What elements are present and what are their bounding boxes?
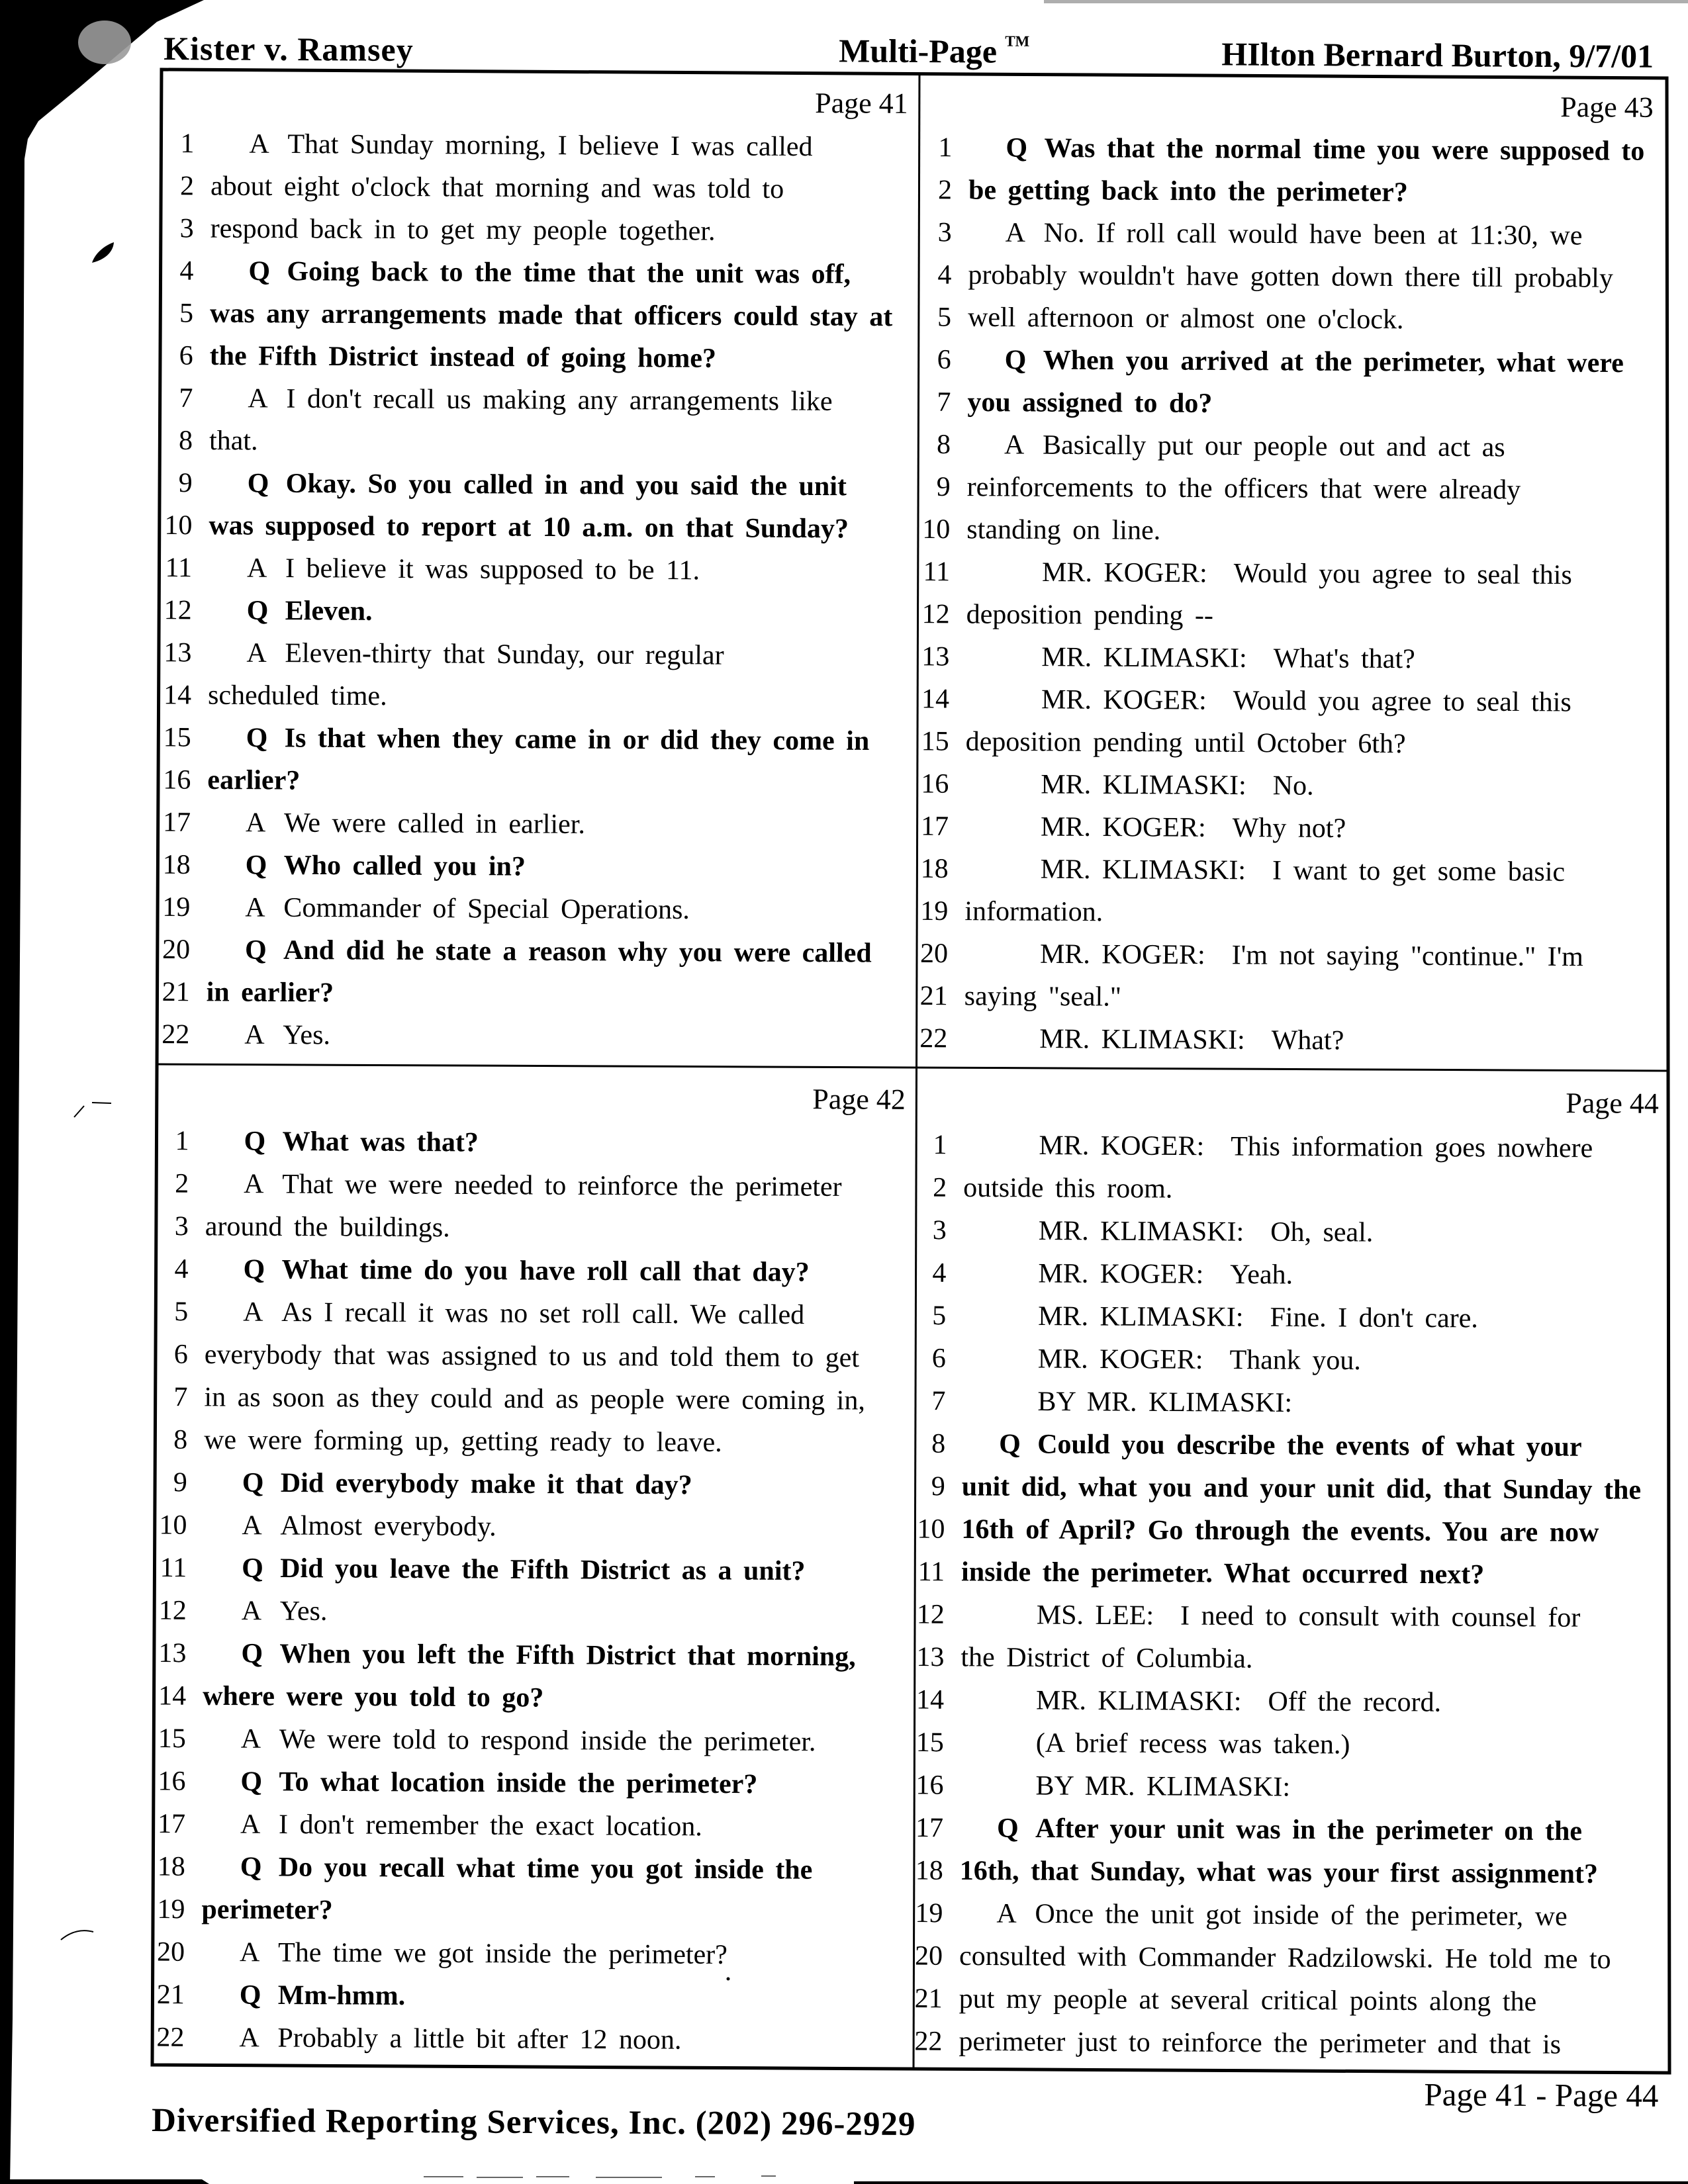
speaker-label: MR. KLIMASKI: [1038, 1300, 1244, 1333]
line-number: 17 [915, 1813, 944, 1844]
transcript-line [162, 977, 334, 1008]
question-text: And did he state a reason why you were called [283, 934, 872, 969]
line-number: 22 [162, 1019, 190, 1050]
line-number: 1 [175, 1126, 189, 1157]
transcript-line [163, 765, 300, 796]
transcript-line [937, 302, 1404, 336]
line-number: 17 [920, 811, 949, 842]
continuation-text: probably wouldn't have gotten down there till probably [968, 259, 1614, 294]
line-number: 4 [174, 1253, 189, 1285]
line-number: 15 [915, 1727, 944, 1758]
line-number: 22 [156, 2022, 185, 2053]
question-text: Mm-hmm. [277, 1979, 406, 2011]
line-number: 7 [173, 1382, 188, 1413]
line-number: 21 [914, 1983, 943, 2015]
continuation-text: we were forming up, getting ready to leave. [204, 1424, 722, 1458]
continuation-text: about eight o'clock that morning and was told to [210, 171, 784, 205]
transcript-line [933, 1173, 1172, 1205]
line-number: 10 [164, 510, 193, 541]
continuation-text: the District of Columbia. [961, 1642, 1253, 1674]
question-marker: Q [242, 1553, 263, 1584]
transcript-line [915, 1856, 1598, 1889]
line-number: 6 [931, 1343, 946, 1374]
scan-speck [727, 1978, 730, 1981]
transcript-line [917, 1514, 1599, 1548]
line-number: 18 [162, 849, 191, 880]
transcript-line [175, 1211, 450, 1243]
answer-text: That we were needed to reinforce the perimeter [282, 1169, 842, 1203]
continuation-text: deposition pending -- [966, 599, 1214, 631]
line-number: 11 [923, 557, 951, 588]
answer-text: No. If roll call would have been at 11:30, we [1043, 218, 1583, 251]
line-number: 4 [179, 255, 194, 287]
question-marker: Q [240, 1766, 263, 1797]
answer-text: Probably a little bit after 12 noon. [277, 2023, 682, 2056]
line-number: 15 [163, 722, 191, 753]
line-number: 12 [921, 599, 950, 630]
line-number: 11 [917, 1557, 945, 1588]
answer-text: That Sunday morning, I believe I was called [287, 128, 813, 163]
transcript-line [164, 510, 849, 544]
question-text: Do you recall what time you got inside the [278, 1852, 813, 1886]
answer-marker: A [996, 1898, 1017, 1929]
answer-text: Almost everybody. [280, 1510, 496, 1543]
line-number: 16 [163, 764, 191, 796]
continuation-text: was supposed to report at 10 a.m. on that Sunday? [209, 510, 849, 545]
question-text: Okay. So you called in and you said the unit [285, 468, 847, 502]
transcript-line [179, 341, 717, 374]
transcript-line [938, 175, 1408, 208]
line-number: 14 [158, 1680, 187, 1711]
question-text: Could you describe the events of what your [1037, 1429, 1582, 1463]
line-number: 17 [157, 1809, 186, 1840]
answer-text: Once the unit got inside of the perimeter, we [1035, 1898, 1568, 1933]
question-text: Eleven. [285, 596, 373, 627]
line-number: 15 [158, 1723, 186, 1754]
reporter-name-phone: Diversified Reporting Services, Inc. (202) 296-2929 [151, 2102, 916, 2144]
answer-text: Basically put our people out and act as [1042, 430, 1505, 463]
question-marker: Q [244, 934, 267, 966]
transcript-line [921, 726, 1406, 759]
answer-marker: A [240, 1723, 261, 1754]
scan-bottom-edge [0, 2179, 209, 2184]
continuation-text: consulted with Commander Radzilowski. He told me to [959, 1940, 1611, 1976]
question-marker: Q [243, 1254, 265, 1285]
line-number: 1 [938, 132, 953, 163]
trademark-symbol: TM [1005, 32, 1030, 50]
transcript-line [937, 472, 1521, 506]
colloquy-text: What? [1271, 1024, 1344, 1056]
examination-heading: BY MR. KLIMASKI: [1035, 1770, 1291, 1803]
colloquy-line [1041, 642, 1415, 674]
line-number: 22 [914, 2026, 943, 2057]
question-marker: Q [240, 1852, 262, 1883]
line-number: 10 [159, 1510, 187, 1541]
continuation-text: put my people at several critical points along the [959, 1983, 1537, 2017]
line-number: 9 [178, 467, 193, 499]
continuation-text: that. [209, 426, 258, 457]
transcript-line [916, 1642, 1252, 1674]
question-marker: Q [245, 850, 267, 881]
continuation-text: perimeter just to reinforce the perimeter and that is [959, 2026, 1562, 2060]
continuation-text: where were you told to go? [203, 1680, 544, 1713]
speaker-label: MR. KLIMASKI: [1041, 642, 1247, 674]
page-number-label: Page 41 [815, 87, 908, 120]
question-text: Going back to the time that the unit was off, [287, 256, 851, 290]
line-number: 5 [932, 1300, 947, 1332]
question-text: Did everybody make it that day? [280, 1467, 692, 1501]
parenthetical-note: (A brief recess was taken.) [1035, 1727, 1350, 1760]
continuation-text: perimeter? [201, 1894, 333, 1926]
continuation-text: standing on line. [966, 514, 1161, 546]
line-number: 3 [932, 1215, 947, 1246]
continuation-text: scheduled time. [207, 680, 387, 712]
line-number: 20 [914, 1940, 943, 1972]
line-number: 12 [164, 595, 192, 626]
speaker-label: MR. KLIMASKI: [1038, 1215, 1244, 1248]
line-number: 8 [178, 425, 193, 456]
answer-text: I don't recall us making any arrangements like [286, 383, 833, 417]
transcript-line [162, 1019, 330, 1050]
answer-marker: A [246, 637, 267, 669]
colloquy-line [1041, 854, 1566, 887]
line-number: 16 [158, 1766, 186, 1797]
page-number-label: Page 43 [1560, 91, 1654, 124]
line-number: 6 [937, 344, 951, 375]
transcript-line [157, 1937, 727, 1971]
speaker-label: MR. KOGER: [1040, 811, 1206, 843]
colloquy-text: Would you agree to seal this [1233, 558, 1572, 591]
speaker-label: MR. KLIMASKI: [1035, 1685, 1242, 1717]
line-number: 9 [936, 471, 951, 503]
line-number: 9 [931, 1471, 945, 1502]
question-marker: Q [239, 1979, 261, 2011]
transcript-line [179, 426, 258, 457]
colloquy-line [1039, 1024, 1344, 1056]
continuation-text: in as soon as they could and as people were coming in, [204, 1382, 866, 1416]
transcript-line [937, 259, 1613, 293]
answer-text: Yes. [283, 1020, 331, 1051]
question-text: When you left the Fifth District that morning, [279, 1638, 856, 1672]
question-text: What was that? [282, 1126, 479, 1158]
question-marker: Q [1004, 345, 1027, 376]
answer-marker: A [240, 1809, 261, 1840]
continuation-text: everybody that was assigned to us and told them to get [204, 1339, 860, 1374]
line-number: 21 [156, 1979, 185, 2011]
line-number: 7 [931, 1386, 946, 1417]
answer-marker: A [245, 892, 265, 923]
answer-marker: A [242, 1510, 262, 1541]
transcript-line [158, 1766, 757, 1800]
page-number-label: Page 44 [1566, 1087, 1659, 1120]
question-text: When you arrived at the perimeter, what were [1043, 345, 1624, 379]
question-text: After your unit was in the perimeter on the [1035, 1813, 1583, 1847]
line-number: 12 [158, 1595, 187, 1626]
answer-text: Yes. [279, 1596, 328, 1627]
line-number: 7 [937, 387, 951, 418]
answer-text: As I recall it was no set roll call. We called [281, 1297, 805, 1331]
colloquy-text: What's that? [1273, 643, 1415, 675]
line-number: 6 [179, 340, 193, 371]
continuation-text: well afternoon or almost one o'clock. [967, 302, 1404, 336]
speaker-label: MR. KOGER: [1041, 684, 1207, 716]
speaker-label: MR. KOGER: [1038, 1258, 1204, 1290]
answer-marker: A [248, 383, 268, 414]
line-number: 5 [937, 302, 952, 333]
transcript-line [173, 1382, 865, 1416]
line-number: 18 [915, 1855, 943, 1886]
question-text: What time do you have roll call that day? [281, 1254, 810, 1288]
speaker-label: MR. KLIMASKI: [1040, 854, 1246, 886]
line-number: 21 [162, 977, 190, 1008]
transcript-line [938, 132, 1644, 167]
continuation-text: around the buildings. [205, 1211, 450, 1244]
colloquy-line [1040, 939, 1583, 972]
colloquy-text: Why not? [1232, 813, 1346, 844]
question-marker: Q [246, 723, 268, 754]
line-number: 2 [179, 171, 195, 202]
page-range: Page 41 - Page 44 [1424, 2076, 1659, 2114]
line-number: 8 [931, 1428, 946, 1459]
colloquy-text: Yeah. [1230, 1259, 1293, 1291]
line-number: 11 [160, 1553, 187, 1584]
speaker-label: MR. KOGER: [1037, 1343, 1203, 1375]
answer-text: I believe it was supposed to be 11. [285, 553, 700, 586]
question-marker: Q [241, 1638, 263, 1669]
line-number: 16 [915, 1770, 944, 1801]
colloquy-text: Off the record. [1268, 1686, 1442, 1718]
question-text: Was that the normal time you were supposed to [1044, 132, 1645, 167]
line-number: 7 [179, 383, 193, 414]
line-number: 4 [932, 1257, 947, 1289]
question-marker: Q [247, 468, 269, 499]
question-text: To what location inside the perimeter? [279, 1766, 758, 1800]
continuation-text: outside this room. [963, 1172, 1173, 1205]
line-number: 13 [916, 1642, 945, 1673]
transcript-line [174, 1340, 860, 1373]
colloquy-text: I want to get some basic [1272, 855, 1566, 887]
line-number: 2 [175, 1168, 189, 1199]
colloquy-text: Fine. I don't care. [1270, 1302, 1478, 1334]
continuation-text: inside the perimeter. What occurred next? [961, 1557, 1485, 1590]
continuation-text: respond back in to get my people together. [210, 213, 716, 247]
deponent-and-date: HIlton Bernard Burton, 9/7/01 [1221, 35, 1654, 75]
transcript-line [918, 1557, 1485, 1590]
colloquy-line [1039, 1216, 1374, 1248]
answer-marker: A [1004, 430, 1025, 461]
format-name: Multi-Page [839, 32, 998, 70]
line-number: 19 [157, 1894, 185, 1925]
line-number: 3 [179, 213, 194, 244]
answer-marker: A [239, 2023, 259, 2054]
speaker-label: MR. KLIMASKI: [1039, 1024, 1245, 1056]
case-title: Kister v. Ramsey [164, 30, 414, 68]
line-number: 20 [156, 1936, 185, 1968]
colloquy-line [1036, 1685, 1441, 1717]
line-number: 13 [158, 1638, 187, 1669]
line-number: 9 [173, 1467, 187, 1498]
line-number: 18 [920, 853, 949, 884]
scan-smudge [78, 21, 131, 64]
examination-heading: BY MR. KLIMASKI: [1037, 1386, 1293, 1418]
question-marker: Q [996, 1813, 1019, 1844]
scan-bottom-line [854, 2181, 1688, 2184]
question-marker: Q [999, 1429, 1021, 1460]
speaker-label: MR. KLIMASKI: [1041, 769, 1246, 801]
continuation-text: be getting back into the perimeter? [968, 175, 1408, 208]
continuation-text: was any arrangements made that officers could stay at [209, 298, 893, 333]
answer-marker: A [245, 807, 266, 839]
line-number: 1 [180, 128, 195, 159]
speaker-label: MR. KOGER: [1041, 557, 1207, 589]
colloquy-text: Would you agree to seal this [1233, 685, 1571, 718]
line-number: 10 [922, 514, 951, 545]
line-number: 12 [916, 1599, 945, 1630]
transcript-line [915, 1983, 1537, 2017]
answer-text: I don't remember the exact location. [278, 1809, 702, 1843]
speaker-label: MR. KOGER: [1039, 938, 1205, 971]
transcript-line [173, 1467, 692, 1500]
continuation-text: the Fifth District instead of going home? [209, 340, 717, 374]
transcript-line [158, 1723, 816, 1757]
colloquy-line [1041, 812, 1346, 844]
line-number: 21 [919, 981, 948, 1012]
line-number: 19 [162, 891, 191, 923]
transcript-line [180, 171, 784, 205]
transcript-line [931, 1471, 1641, 1506]
transcript-line [179, 298, 892, 333]
line-number: 13 [921, 641, 950, 672]
transcript-line [937, 387, 1212, 419]
line-number: 1 [933, 1130, 947, 1161]
line-number: 14 [163, 680, 192, 711]
line-number: 22 [919, 1023, 948, 1054]
colloquy-line [1041, 684, 1571, 717]
colloquy-line [1038, 1343, 1361, 1376]
colloquy-text: This information goes nowhere [1231, 1131, 1593, 1164]
continuation-text: information. [964, 896, 1103, 928]
colloquy-line [1039, 1130, 1593, 1163]
answer-text: The time we got inside the perimeter? [277, 1937, 727, 1971]
line-number: 20 [919, 938, 949, 970]
continuation-text: 16th of April? Go through the events. You are now [961, 1514, 1599, 1548]
answer-marker: A [239, 1937, 260, 1968]
line-number: 16 [921, 768, 949, 799]
continuation-text: unit did, what you and your unit did, that Sunday the [961, 1471, 1642, 1506]
colloquy-line [1038, 1258, 1293, 1290]
continuation-text: in earlier? [206, 977, 334, 1009]
line-number: 14 [915, 1684, 945, 1715]
colloquy-line [1041, 769, 1313, 801]
transcript-line [173, 1425, 722, 1458]
answer-text: We were told to respond inside the perimeter. [279, 1723, 816, 1758]
transcript-line [164, 637, 724, 670]
line-number: 18 [157, 1851, 185, 1882]
line-number: 5 [174, 1297, 189, 1328]
line-number: 3 [174, 1211, 189, 1242]
answer-text: Commander of Special Operations. [283, 892, 690, 925]
line-number: 8 [936, 429, 951, 460]
colloquy-line [1037, 1600, 1581, 1633]
question-marker: Q [246, 595, 269, 626]
answer-marker: A [246, 553, 267, 584]
transcript-line [158, 1852, 813, 1886]
question-text: Who called you in? [283, 850, 526, 882]
colloquy-text: Oh, seal. [1270, 1216, 1374, 1248]
continuation-text: you assigned to do? [967, 387, 1213, 419]
line-number: 17 [162, 807, 191, 838]
transcript-line [160, 1553, 806, 1586]
line-number: 5 [179, 298, 194, 329]
answer-marker: A [1005, 217, 1026, 249]
transcript-line [180, 213, 716, 246]
transcript-line [915, 1940, 1611, 1975]
transcript-line [920, 896, 1103, 927]
speaker-label: MR. KOGER: [1039, 1130, 1205, 1162]
answer-text: Eleven-thirty that Sunday, our regular [285, 638, 724, 671]
continuation-text: 16th, that Sunday, what was your first assignment? [959, 1855, 1599, 1889]
transcript-line [915, 1813, 1582, 1846]
colloquy-text: I need to consult with counsel for [1180, 1600, 1581, 1633]
speaker-label: MS. LEE: [1036, 1600, 1154, 1631]
scan-top-edge-noise [1044, 0, 1688, 3]
line-number: 2 [933, 1172, 947, 1203]
answer-marker: A [244, 1019, 265, 1050]
line-number: 20 [162, 934, 191, 966]
continuation-text: reinforcements to the officers that were already [966, 472, 1521, 506]
line-number: 19 [915, 1897, 943, 1929]
transcript-line [157, 1894, 332, 1925]
line-number: 3 [937, 217, 952, 248]
answer-marker: A [249, 128, 269, 159]
transcript-line [158, 1681, 543, 1713]
transcript-line [159, 1596, 328, 1627]
page-number-label: Page 42 [812, 1083, 906, 1116]
transcript-line [914, 2026, 1561, 2060]
answer-text: We were called in earlier. [283, 807, 586, 840]
answer-marker: A [243, 1297, 263, 1328]
transcript-line [937, 430, 1505, 463]
answer-marker: A [244, 1169, 264, 1200]
colloquy-line [1042, 557, 1572, 590]
answer-marker: A [241, 1596, 262, 1627]
line-number: 15 [921, 726, 949, 757]
question-text: Did you leave the Fifth District as a unit? [280, 1553, 806, 1587]
question-marker: Q [244, 1126, 266, 1157]
colloquy-text: Thank you. [1229, 1344, 1361, 1377]
line-number: 6 [173, 1339, 188, 1370]
continuation-text: deposition pending until October 6th? [965, 726, 1406, 760]
question-marker: Q [242, 1467, 264, 1498]
continuation-text: earlier? [207, 764, 301, 796]
line-number: 10 [917, 1514, 945, 1545]
line-number: 19 [920, 895, 949, 927]
question-marker: Q [248, 255, 271, 287]
question-text: Is that when they came in or did they come in [284, 723, 870, 757]
line-number: 13 [164, 637, 192, 668]
line-number: 4 [937, 259, 952, 291]
colloquy-text: I'm not saying "continue." I'm [1231, 940, 1584, 973]
line-number: 14 [921, 684, 950, 715]
colloquy-text: No. [1272, 770, 1314, 801]
question-marker: Q [1006, 132, 1028, 163]
continuation-text: saying "seal." [964, 981, 1122, 1013]
line-number: 8 [173, 1424, 188, 1455]
transcript-line [915, 1898, 1567, 1932]
line-number: 2 [937, 175, 953, 206]
line-number: 11 [165, 553, 193, 584]
